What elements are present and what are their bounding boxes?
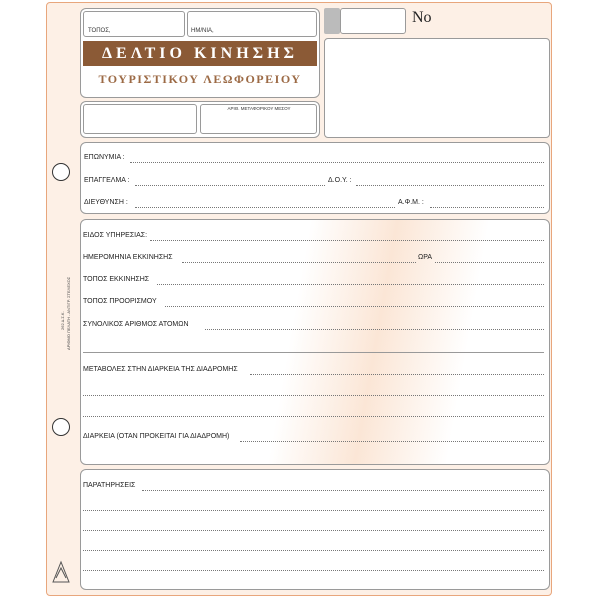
departure-date-label: ΗΜΕΡΟΜΗΝΙΑ ΕΚΚΙΝΗΣΗΣ <box>83 254 173 261</box>
departure-place-label: ΤΟΠΟΣ ΕΚΚΙΝΗΣΗΣ <box>83 276 150 283</box>
profession-label: ΕΠΑΓΓΕΛΜΑ : <box>84 177 130 184</box>
changes-line-2[interactable] <box>83 395 544 396</box>
departure-place-line[interactable] <box>157 284 544 285</box>
side-code: 262 Δ.Σ.Κ. <box>60 311 65 330</box>
number-label: Νο <box>412 9 432 26</box>
destination-line[interactable] <box>165 306 544 307</box>
service-type-line[interactable] <box>150 240 544 241</box>
binder-hole-bottom <box>52 418 70 436</box>
time-label: ΩΡΑ <box>418 254 433 261</box>
time-line[interactable] <box>435 262 544 263</box>
vehicle-extra-field[interactable] <box>83 104 197 134</box>
profession-line[interactable] <box>135 185 325 186</box>
duration-line[interactable] <box>240 441 544 442</box>
topos-label: ΤΟΠΟΣ, <box>88 28 111 34</box>
remarks-line-4[interactable] <box>83 550 544 551</box>
total-persons-label: ΣΥΝΟΛΙΚΟΣ ΑΡΙΘΜΟΣ ΑΤΟΜΩΝ <box>83 321 189 328</box>
doy-line[interactable] <box>356 185 544 186</box>
series-strip <box>324 8 340 34</box>
name-line[interactable] <box>130 162 544 163</box>
duration-label: ΔΙΑΡΚΕΙΑ (ΟΤΑΝ ΠΡΟΚΕΙΤΑΙ ΓΙΑ ΔΙΑΔΡΟΜΗ) <box>83 433 230 440</box>
remarks-line-5[interactable] <box>83 570 544 571</box>
series-field[interactable] <box>340 8 406 34</box>
vehicle-label: ΑΡΙΘ. ΜΕΤΑΦΟΡΙΚΟΥ ΜΕΣΟΥ <box>227 106 291 111</box>
destination-label: ΤΟΠΟΣ ΠΡΟΟΡΙΣΜΟΥ <box>83 298 157 305</box>
remarks-label: ΠΑΡΑΤΗΡΗΣΕΙΣ <box>83 482 136 489</box>
total-persons-line[interactable] <box>205 329 544 330</box>
remarks-line-3[interactable] <box>83 530 544 531</box>
binder-hole-top <box>52 163 70 181</box>
publisher-logo <box>50 558 72 586</box>
afm-label: Α.Φ.Μ. : <box>398 199 424 206</box>
remarks-line-1[interactable] <box>142 490 544 491</box>
departure-date-line[interactable] <box>182 262 416 263</box>
document-subtitle: ΤΟΥΡΙΣΤΙΚΟΥ ΛΕΩΦΟΡΕΙΟΥ <box>98 72 302 86</box>
side-text: ΑΡΙΘΜΟ ΠΕΛΑΤΗ - ΑΝΤΙΓΡ. ΣΤΕΛΕΧΟΣ <box>66 276 71 350</box>
service-type-label: ΕΙΔΟΣ ΥΠΗΡΕΣΙΑΣ: <box>83 232 148 239</box>
doy-label: Δ.Ο.Υ. : <box>328 177 352 184</box>
afm-line[interactable] <box>430 207 544 208</box>
address-label: ΔΙΕΥΘΥΝΣΗ : <box>84 199 128 206</box>
address-line[interactable] <box>135 207 395 208</box>
changes-line-3[interactable] <box>83 416 544 417</box>
stamp-area[interactable] <box>324 38 550 138</box>
date-label: ΗΜ/ΝΙΑ, <box>191 28 214 34</box>
section-divider <box>83 352 544 353</box>
changes-label: ΜΕΤΑΒΟΛΕΣ ΣΤΗΝ ΔΙΑΡΚΕΙΑ ΤΗΣ ΔΙΑΔΡΟΜΗΣ <box>83 366 238 373</box>
changes-line-1[interactable] <box>250 374 544 375</box>
remarks-line-2[interactable] <box>83 510 544 511</box>
document-title: ΔΕΛΤΙΟ ΚΙΝΗΣΗΣ <box>83 41 317 66</box>
name-label: ΕΠΩΝΥΜΙΑ : <box>84 154 125 161</box>
customer-box <box>80 142 550 214</box>
